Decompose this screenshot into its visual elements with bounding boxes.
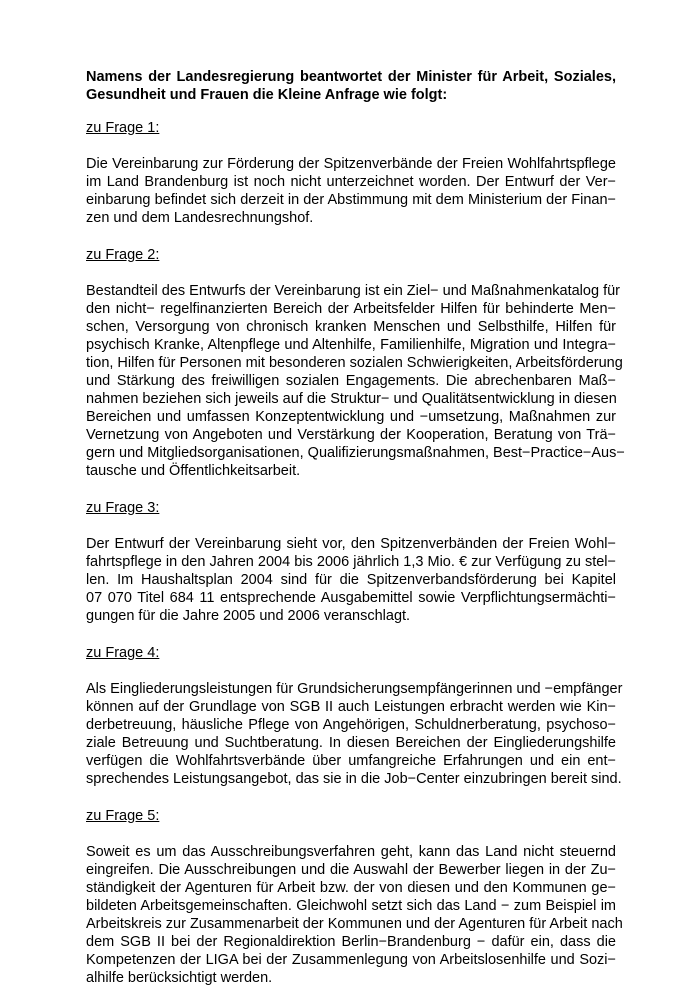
answer-paragraph-5 <box>86 843 623 987</box>
answer-heading-3: zu Frage 3: <box>86 500 160 516</box>
paragraph-line: bildeten Arbeitsgemeinschaften. Gleichwohl setzt sich das Land − zum Beispiel im <box>86 898 616 914</box>
answer-paragraph-2 <box>86 282 625 480</box>
paragraph-line: 07 070 Titel 684 11 entsprechende Ausgabemittel sowie Verpflichtungsermächti− <box>86 590 616 606</box>
paragraph-line: dem SGB II bei der Regionaldirektion Berlin−Brandenburg − dafür ein, dass die <box>86 934 616 950</box>
paragraph-line: Bereichen und umfassen Konzeptentwicklung und −umsetzung, Maßnahmen zur <box>86 409 616 425</box>
paragraph-line: nahmen beziehen sich jeweils auf die Struktur− und Qualitätsentwicklung in diesen <box>86 391 617 407</box>
paragraph-line: Soweit es um das Ausschreibungsverfahren geht, kann das Land nicht steuernd <box>86 844 616 860</box>
paragraph-line: Kompetenzen der LIGA bei der Zusammenlegung von Arbeitslosenhilfe und Sozi− <box>86 952 616 968</box>
paragraph-line: gungen für die Jahre 2005 und 2006 veranschlagt. <box>86 608 411 624</box>
answer-heading-2: zu Frage 2: <box>86 247 160 263</box>
paragraph-line: und Stärkung des freiwilligen sozialen Engagements. Die abrechenbaren Maß− <box>86 373 616 389</box>
paragraph-line: Bestandteil des Entwurfs der Vereinbarung ist ein Ziel− und Maßnahmenkatalog für <box>86 283 620 299</box>
paragraph-line: alhilfe berücksichtigt werden. <box>86 970 273 986</box>
paragraph-line: Die Vereinbarung zur Förderung der Spitzenverbände der Freien Wohlfahrtspflege <box>86 156 616 172</box>
paragraph-line: einbarung befindet sich derzeit in der Abstimmung mit dem Ministerium der Finan− <box>86 192 616 208</box>
document-page <box>86 68 625 1006</box>
answer-paragraph-4 <box>86 680 623 788</box>
paragraph-line: verfügen die Wohlfahrtsverbände über umfangreiche Erfahrungen und ein ent− <box>86 753 616 769</box>
paragraph-line: sprechendes Leistungsangebot, das sie in die Job−Center einzubringen bereit sind. <box>86 771 622 787</box>
answer-heading-5: zu Frage 5: <box>86 808 160 824</box>
paragraph-line: können auf der Grundlage von SGB II auch Leistungen erbracht werden wie Kin− <box>86 699 616 715</box>
answer-heading-1: zu Frage 1: <box>86 120 160 136</box>
paragraph-line: len. Im Haushaltsplan 2004 sind für die Spitzenverbandsförderung bei Kapitel <box>86 572 616 588</box>
paragraph-line: Als Eingliederungsleistungen für Grundsicherungsempfängerinnen und −empfänger <box>86 681 623 697</box>
answer-paragraph-1 <box>86 155 616 227</box>
paragraph-line: eingreifen. Die Ausschreibungen und die Auswahl der Bewerber liegen in der Zu− <box>86 862 616 878</box>
paragraph-line: den nicht− regelfinanzierten Bereich der Arbeitsfelder Hilfen für behinderte Men− <box>86 301 616 317</box>
paragraph-line: Der Entwurf der Vereinbarung sieht vor, den Spitzenverbänden der Freien Wohl− <box>86 536 616 552</box>
paragraph-line: im Land Brandenburg ist noch nicht unterzeichnet worden. Der Entwurf der Ver− <box>86 174 616 190</box>
answer-paragraph-3 <box>86 535 616 625</box>
paragraph-line: gern und Mitgliedsorganisationen, Qualifizierungsmaßnahmen, Best−Practice−Aus− <box>86 445 625 461</box>
paragraph-line: psychisch Kranke, Altenpflege und Altenhilfe, Familienhilfe, Migration und Integra− <box>86 337 616 353</box>
answer-heading-4: zu Frage 4: <box>86 645 160 661</box>
paragraph-line: tion, Hilfen für Personen mit besonderen sozialen Schwierigkeiten, Arbeitsförderung <box>86 355 623 371</box>
paragraph-line: ständigkeit der Agenturen für Arbeit bzw. der von diesen und den Kommunen ge− <box>86 880 616 896</box>
paragraph-line: tausche und Öffentlichkeitsarbeit. <box>86 463 301 479</box>
paragraph-line: ziale Betreuung und Suchtberatung. In diesen Bereichen der Eingliederungshilfe <box>86 735 616 751</box>
paragraph-line: zen und dem Landesrechnungshof. <box>86 210 314 226</box>
paragraph-line: Vernetzung von Angeboten und Verstärkung der Kooperation, Beratung von Trä− <box>86 427 616 443</box>
paragraph-line: schen, Versorgung von chronisch kranken Menschen und Selbsthilfe, Hilfen für <box>86 319 616 335</box>
intro-paragraph: Namens der Landesregierung beantwortet der Minister für Arbeit, Soziales, Gesundheit und Frauen die Kleine Anfrage wie folgt: <box>86 69 616 103</box>
paragraph-line: derbetreuung, häusliche Pflege von Angehörigen, Schuldnerberatung, psychoso− <box>86 717 616 733</box>
paragraph-line: Arbeitskreis zur Zusammenarbeit der Kommunen und der Agenturen für Arbeit nach <box>86 916 623 932</box>
paragraph-line: fahrtspflege in den Jahren 2004 bis 2006 jährlich 1,3 Mio. € zur Verfügung zu stel− <box>86 554 616 570</box>
answers-container <box>86 119 625 987</box>
